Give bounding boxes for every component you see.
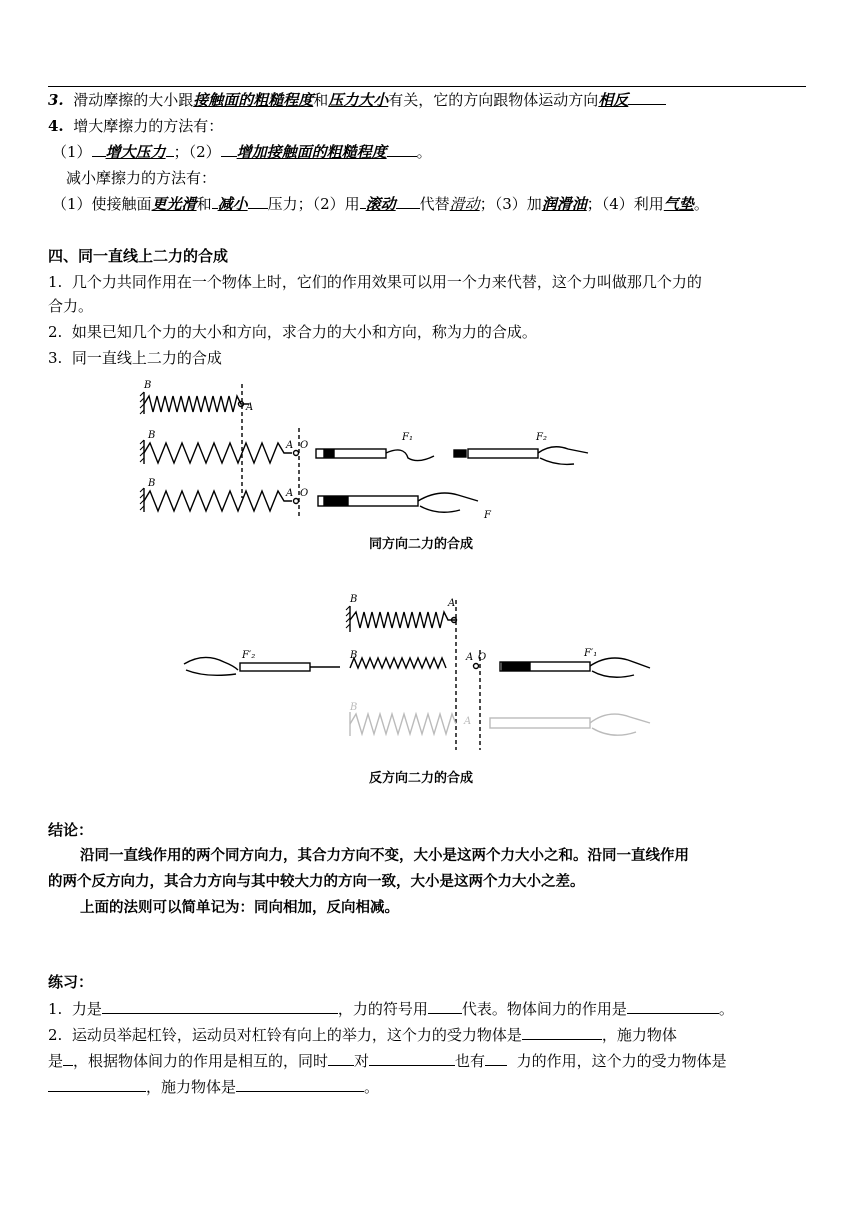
section-para-1a xyxy=(48,271,702,293)
item-3-text-3: 有关，它的方向跟物体运动方向 xyxy=(388,91,599,109)
q2-text-5: 对 xyxy=(354,1052,370,1070)
conclusion-line-1: 沿同一直线作用的两个同方向力，其合力方向不变，大小是这两个力大小之和。沿同一直线作用 xyxy=(80,848,689,864)
blank xyxy=(396,193,420,209)
q1-blank-force-definition[interactable] xyxy=(102,998,338,1014)
exercise-q2-line-1 xyxy=(48,1024,677,1046)
label-b: B xyxy=(144,380,152,391)
label-a: A xyxy=(246,402,254,413)
spring-faded xyxy=(350,714,456,734)
item-4-title xyxy=(48,115,223,137)
para-3-number: 3. xyxy=(48,349,63,367)
para-3-text: 同一直线上二力的合成 xyxy=(71,349,222,367)
hand-faded xyxy=(590,714,650,735)
blank xyxy=(166,141,174,157)
q2-blank-receiver[interactable] xyxy=(522,1024,602,1040)
balance-band xyxy=(324,450,334,457)
label-a: A xyxy=(448,598,456,609)
q2-text-2: ，施力物体 xyxy=(601,1026,677,1044)
label-f: F xyxy=(484,510,491,521)
q1-text-4: 。 xyxy=(718,1000,734,1018)
label-a: A xyxy=(286,440,294,451)
q1-text-2: ，力的符号用 xyxy=(337,1000,428,1018)
answer-rolling: 滚动 xyxy=(365,195,396,213)
q2-text-3: 是 xyxy=(48,1052,64,1070)
end-ring-o xyxy=(474,664,479,669)
blank xyxy=(92,141,106,157)
item-4-reduce xyxy=(52,193,709,215)
spring-short xyxy=(350,612,456,628)
para-1-text: 几个力共同作用在一个物体上时，它们的作用效果可以用一个力来代替，这个力叫做那几个力的 xyxy=(71,273,702,291)
hand-2 xyxy=(538,447,588,465)
answer-air-cushion: 气垫 xyxy=(663,195,694,213)
spring-balance-faded xyxy=(490,718,590,728)
reduce-text-2: 和 xyxy=(196,195,212,213)
balance-band xyxy=(454,450,466,457)
item-3-number: 3. xyxy=(48,91,64,109)
para-2-text: 如果已知几个力的大小和方向，求合力的大小和方向，称为力的合成。 xyxy=(71,323,537,341)
q2-blank-b[interactable] xyxy=(369,1050,455,1066)
answer-increase-roughness: 增加接触面的粗糙程度 xyxy=(236,143,387,161)
answer-increase-pressure: 增大压力 xyxy=(105,143,166,161)
q2-blank-a[interactable] xyxy=(328,1050,354,1066)
q1-blank-symbol[interactable] xyxy=(428,998,462,1014)
item-4-reduce-title: 减小摩擦力的方法有： xyxy=(66,169,217,187)
conclusion-title: 结论： xyxy=(48,821,94,839)
reduce-text-1: （1）使接触面 xyxy=(52,195,152,213)
item-3-text-2: 和 xyxy=(313,91,329,109)
spring-balance-left xyxy=(240,663,310,671)
q1-blank-interaction[interactable] xyxy=(627,998,719,1014)
hand-result xyxy=(418,493,478,512)
spring-long-result xyxy=(144,491,292,511)
exercise-q1 xyxy=(48,998,734,1020)
label-f2: F₂ xyxy=(536,432,547,443)
reduce-text-6: ；（4）利用 xyxy=(586,195,664,213)
answer-smoother: 更光滑 xyxy=(151,195,197,213)
label-a: A xyxy=(286,488,294,499)
reduce-text-4: 代替 xyxy=(419,195,450,213)
q2-text-4: ，根据物体间力的作用是相互的，同时 xyxy=(73,1052,329,1070)
answer-sliding: 滑动 xyxy=(449,195,480,213)
opposite-direction-figure xyxy=(180,590,660,760)
q2-text-7: 力的作用，这个力的受力物体是 xyxy=(516,1052,727,1070)
spring-short xyxy=(144,396,249,412)
section-heading: 四、同一直线上二力的合成 xyxy=(48,247,229,265)
q2-blank-exerter-2[interactable] xyxy=(236,1076,364,1092)
hand-1 xyxy=(386,450,434,461)
para-2-number: 2. xyxy=(48,323,63,341)
blank xyxy=(221,141,237,157)
conclusion-line-3: 上面的法则可以简单记为：同向相加，反向相减。 xyxy=(80,900,399,916)
q2-blank-receiver-2[interactable] xyxy=(48,1076,146,1092)
same-direction-caption: 同方向二力的合成 xyxy=(369,537,474,552)
same-direction-figure xyxy=(138,378,608,523)
answer-blank-tail xyxy=(628,89,666,105)
label-a: A xyxy=(466,652,474,663)
q2-blank-c[interactable] xyxy=(485,1050,507,1066)
q2-text-6: 也有 xyxy=(455,1052,486,1070)
label-f1-prime: F′₁ xyxy=(584,648,598,659)
item-4-increase xyxy=(52,141,432,163)
hand-right xyxy=(590,658,650,677)
q2-blank-exerter[interactable] xyxy=(63,1050,73,1066)
opposite-direction-caption: 反方向二力的合成 xyxy=(369,771,474,786)
section-para-2 xyxy=(48,321,537,343)
answer-reduce: 减小 xyxy=(217,195,248,213)
spring-long xyxy=(144,443,292,463)
exercise-q2-line-2 xyxy=(48,1050,727,1072)
end-ring-a xyxy=(294,499,299,504)
reduce-text-3: 压力；（2）用 xyxy=(267,195,360,213)
q2-text-8: ，施力物体是 xyxy=(146,1078,237,1096)
item-3-text-1: 滑动摩擦的大小跟 xyxy=(73,91,194,109)
answer-lubricant: 润滑油 xyxy=(541,195,587,213)
answer-contact-roughness: 接触面的粗糙程度 xyxy=(193,91,314,109)
label-o: O xyxy=(478,652,487,663)
header-rule xyxy=(48,86,806,87)
balance-band xyxy=(502,663,530,670)
item-3 xyxy=(48,89,666,111)
q1-text-3: 代表。物体间力的作用是 xyxy=(461,1000,627,1018)
section-para-3 xyxy=(48,347,222,369)
q1-number: 1. xyxy=(48,1000,63,1018)
label-b: B xyxy=(350,594,358,605)
q2-text-1: 运动员举起杠铃，运动员对杠铃有向上的举力，这个力的受力物体是 xyxy=(71,1026,522,1044)
increase-end: 。 xyxy=(416,143,432,161)
increase-index-2: ；（2） xyxy=(173,143,221,161)
label-b: B xyxy=(350,650,358,661)
spring-stretched xyxy=(350,658,446,668)
exercise-q2-line-3 xyxy=(48,1076,379,1098)
q1-text-1: 力是 xyxy=(71,1000,102,1018)
q2-number: 2. xyxy=(48,1026,63,1044)
reduce-text-7: 。 xyxy=(693,195,709,213)
answer-pressure: 压力大小 xyxy=(328,91,389,109)
label-b: B xyxy=(148,478,156,489)
hand-left xyxy=(184,657,238,675)
q2-text-9: 。 xyxy=(364,1078,380,1096)
label-b: B xyxy=(350,702,358,713)
item-4-number: 4. xyxy=(48,117,64,135)
item-4-title-text: 增大摩擦力的方法有： xyxy=(73,117,224,135)
para-1-number: 1. xyxy=(48,273,63,291)
blank xyxy=(387,141,417,157)
reduce-text-5: ；（3）加 xyxy=(479,195,542,213)
increase-index-1: （1） xyxy=(52,143,92,161)
label-b: B xyxy=(148,430,156,441)
label-a: A xyxy=(464,716,472,727)
end-ring-a xyxy=(294,451,299,456)
label-o: O xyxy=(300,440,309,451)
answer-opposite: 相反 xyxy=(598,91,629,109)
blank xyxy=(248,193,268,209)
conclusion-line-2: 的两个反方向力，其合力方向与其中较大力的方向一致，大小是这两个力大小之差。 xyxy=(48,874,585,890)
balance-band xyxy=(324,497,348,505)
section-para-1b: 合力。 xyxy=(48,297,94,315)
label-f2-prime: F′₂ xyxy=(242,650,256,661)
spring-balance-2 xyxy=(468,449,538,458)
exercise-title: 练习： xyxy=(48,973,94,991)
label-f1: F₁ xyxy=(402,432,413,443)
label-o: O xyxy=(300,488,309,499)
